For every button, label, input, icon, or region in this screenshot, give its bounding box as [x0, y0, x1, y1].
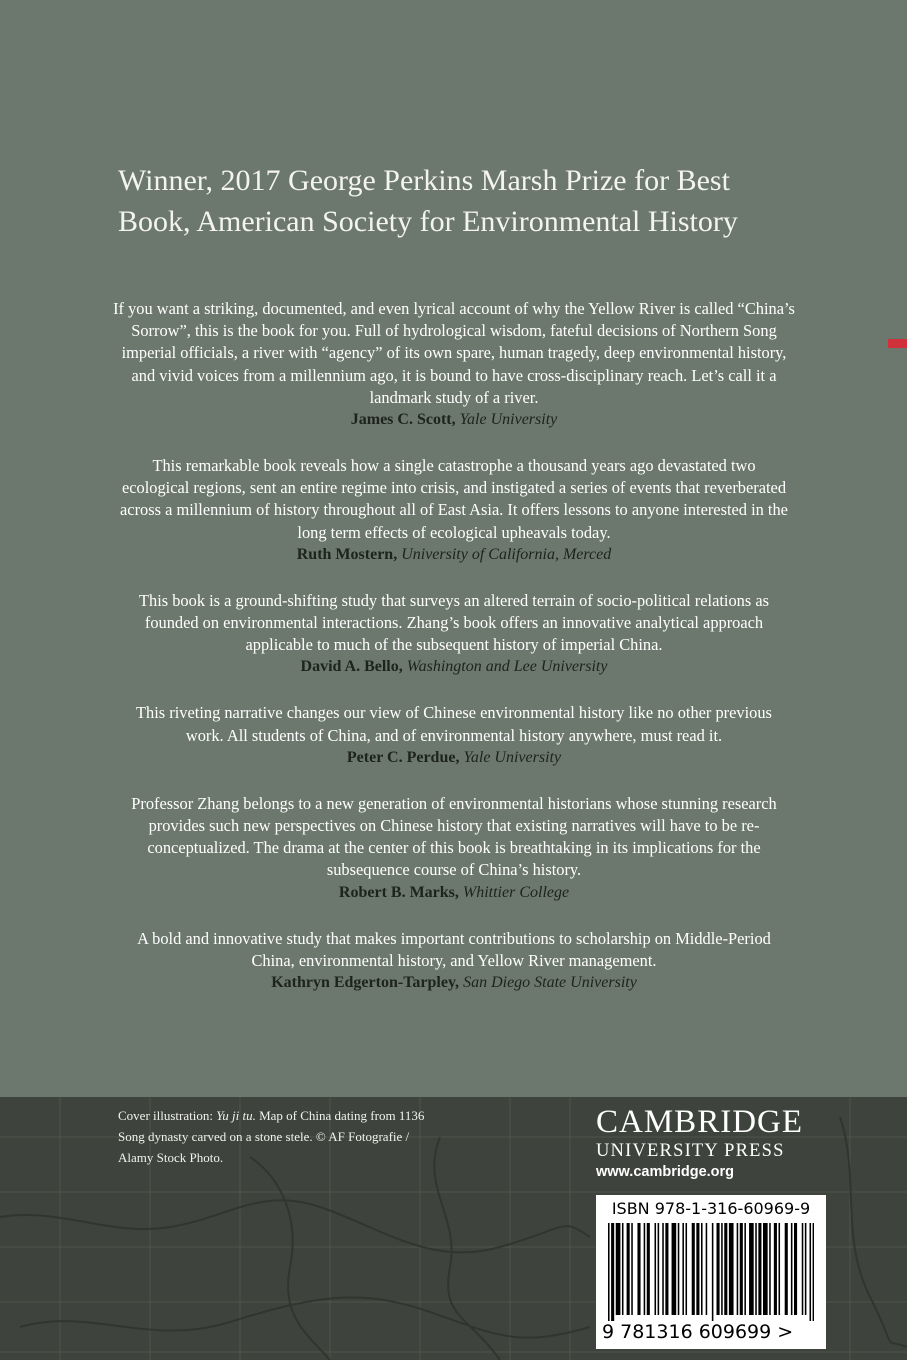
barcode-bar: [794, 1223, 797, 1315]
caption-line-1-rest: Map of China dating from 1136: [255, 1108, 425, 1123]
barcode-bar: [785, 1223, 788, 1315]
barcode-bar: [740, 1223, 743, 1315]
endorsement-credit: [70, 656, 838, 678]
caption-line-3: Alamy Stock Photo.: [118, 1150, 224, 1165]
barcode-bar: [729, 1223, 734, 1315]
endorser-affiliation: Yale University: [463, 748, 562, 766]
endorser-affiliation: Washington and Lee University: [406, 658, 608, 676]
barcode-bar: [686, 1223, 688, 1315]
barcode-bar: [774, 1223, 777, 1315]
quote-line: Sorrow”, this is the book for you. Full of hydrological wisdom, fateful decisions of Northern Song: [131, 321, 777, 341]
caption-line-2: Song dynasty carved on a stone stele. © AF Fotografie /: [118, 1129, 410, 1144]
endorsement-credit: [70, 544, 838, 566]
endorsement-credit: [70, 747, 838, 769]
prize-line-1: Winner, 2017 George Perkins Marsh Prize for Best: [118, 164, 730, 197]
endorser-affiliation: Yale University: [459, 411, 558, 429]
barcode-bar: [737, 1223, 739, 1315]
barcode-bar: [644, 1223, 646, 1315]
barcode-bar: [682, 1223, 684, 1315]
prize-line-2: Book, American Society for Environmental History: [118, 205, 738, 238]
barcode-bar: [721, 1223, 723, 1315]
barcode-bar: [631, 1223, 633, 1315]
quote-line: subsequence course of China’s history.: [326, 860, 582, 880]
isbn-barcode: [596, 1195, 826, 1349]
endorser-name: Ruth Mostern,: [296, 545, 398, 563]
publisher-name: CAMBRIDGE: [596, 1104, 804, 1140]
quote-line: ecological regions, sent an entire regime into crisis, and instigated a series of events that reverberated: [121, 478, 787, 498]
endorser-affiliation: University of California, Merced: [401, 545, 612, 563]
barcode-bar: [678, 1223, 680, 1315]
barcode-bar: [758, 1223, 761, 1315]
endorsement: [70, 928, 838, 994]
barcode-bar: [662, 1223, 664, 1315]
quote-line: A bold and innovative study that makes important contributions to scholarship on Middle-Period: [137, 928, 771, 948]
barcode-bar: [717, 1223, 720, 1315]
endorsement-quote: [70, 928, 838, 972]
quote-line: Professor Zhang belongs to a new generation of environmental historians whose stunning research: [131, 793, 777, 813]
barcode-bar: [755, 1223, 757, 1315]
caption-title: Yu ji tu.: [216, 1108, 256, 1123]
quote-line: If you want a striking, documented, and even lyrical account of why the Yellow River is called “China’s: [113, 299, 795, 318]
endorsement-quote: [70, 590, 838, 657]
barcode-bar: [791, 1223, 793, 1315]
endorsement: [70, 590, 838, 679]
cover-illustration-caption: [118, 1105, 478, 1168]
quote-line: conceptualized. The drama at the center of this book is breathtaking in its implications for the: [147, 838, 761, 858]
barcode-digits: 9 781316 609699 >: [602, 1321, 794, 1343]
quote-line: applicable to much of the subsequent history of imperial China.: [245, 635, 663, 655]
barcode-bar: [779, 1223, 781, 1315]
endorsements: [70, 298, 838, 1018]
barcode-bar: [810, 1223, 812, 1321]
endorser-name: Robert B. Marks,: [338, 883, 459, 901]
quote-line: This remarkable book reveals how a single catastrophe a thousand years ago devastated two: [152, 456, 756, 476]
barcode-bar: [706, 1223, 708, 1315]
caption-line-1: [118, 1105, 478, 1126]
publisher-subtitle: UNIVERSITY PRESS: [596, 1141, 785, 1161]
quote-line: work. All students of China, and of environmental history anywhere, must read it.: [185, 725, 723, 745]
barcode-bar: [637, 1223, 640, 1315]
barcode-bar: [665, 1223, 668, 1315]
endorser-affiliation: Whittier College: [462, 883, 570, 901]
caption-prefix: Cover illustration:: [118, 1108, 217, 1123]
barcode-bar: [724, 1223, 727, 1315]
endorser-name: Peter C. Perdue,: [346, 748, 460, 766]
barcode-bar: [744, 1223, 746, 1315]
endorsement: [70, 298, 838, 431]
barcode-bar: [627, 1223, 630, 1315]
quote-line: long term effects of ecological upheavals today.: [297, 522, 611, 542]
quote-line: across a millennium of history throughout all of East Asia. It offers lessons to anyone interested in the: [120, 500, 788, 520]
barcode-bar: [701, 1223, 703, 1315]
barcode-bar: [611, 1223, 614, 1321]
publisher-url[interactable]: www.cambridge.org: [596, 1164, 735, 1180]
barcode-bar: [622, 1223, 624, 1315]
barcode-bar: [802, 1223, 804, 1315]
barcode-bar: [616, 1223, 621, 1315]
barcode-bar: [608, 1223, 610, 1321]
publisher-logo: [596, 1104, 836, 1182]
quote-line: and vivid voices from a millennium ago, it is bound to have cross-disciplinary reach. Let’s call it a: [131, 365, 777, 385]
barcode-bar: [692, 1223, 695, 1315]
barcode-bar: [658, 1223, 660, 1315]
barcode-bar: [647, 1223, 650, 1315]
barcode-bar: [769, 1223, 771, 1315]
endorsement-quote: [70, 702, 838, 746]
quote-line: China, environmental history, and Yellow River management.: [251, 950, 657, 970]
prize-heading: [118, 160, 818, 242]
endorsement: [70, 793, 838, 904]
endorser-affiliation: San Diego State University: [463, 974, 637, 992]
endorsement-quote: [70, 793, 838, 882]
barcode-bar: [655, 1223, 657, 1315]
endorser-name: David A. Bello,: [300, 658, 403, 676]
barcode-bar: [749, 1223, 754, 1315]
endorser-name: Kathryn Edgerton-Tarpley,: [271, 974, 460, 992]
barcode-bars: [608, 1223, 814, 1321]
quote-line: This riveting narrative changes our view of Chinese environmental history like no other previous: [136, 703, 772, 723]
barcode-bar: [672, 1223, 677, 1315]
endorsement: [70, 455, 838, 566]
endorsement-quote: [70, 298, 838, 409]
spine-edge-mark: [888, 339, 907, 348]
endorsement-credit: [70, 409, 838, 431]
endorsement: [70, 702, 838, 768]
quote-line: founded on environmental interactions. Zhang’s book offers an innovative analytical approach: [144, 613, 764, 633]
isbn-number: ISBN 978-1-316-60969-9: [611, 1199, 811, 1218]
quote-line: imperial officials, a river with “agency” of its own spare, human tragedy, deep environmental history,: [121, 343, 787, 363]
barcode-bar: [813, 1223, 814, 1321]
endorsement-credit: [70, 882, 838, 904]
quote-line: This book is a ground-shifting study that surveys an altered terrain of socio-political relations as: [139, 590, 769, 610]
endorser-name: James C. Scott,: [350, 411, 456, 429]
quote-line: provides such new perspectives on Chinese history that existing narratives will have to be re-: [148, 816, 760, 836]
quote-line: landmark study of a river.: [369, 387, 539, 407]
endorsement-quote: [70, 455, 838, 544]
barcode-bar: [696, 1223, 699, 1315]
barcode-bar: [805, 1223, 807, 1315]
cover-footer: [0, 1097, 907, 1360]
barcode-bar: [763, 1223, 768, 1315]
endorsement-credit: [70, 972, 838, 994]
barcode-bar: [712, 1223, 714, 1321]
